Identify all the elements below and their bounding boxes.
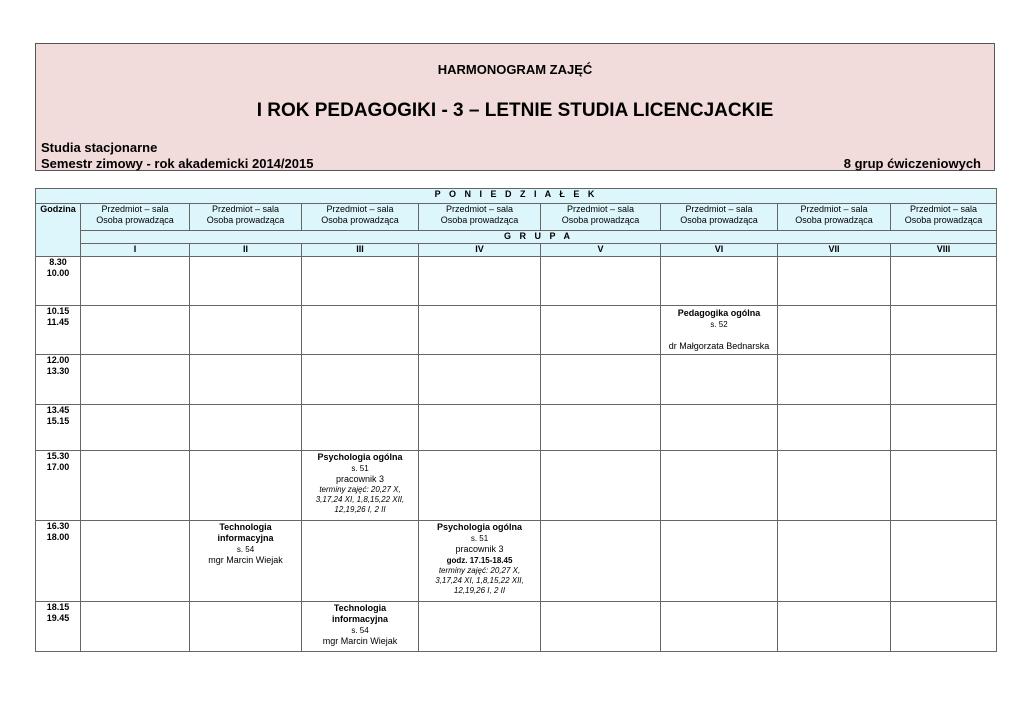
time-slot: 12.00 13.30 (36, 355, 81, 405)
schedule-cell (302, 306, 419, 355)
group-number: IV (419, 244, 541, 257)
class-hours: godz. 17.15-18.45 (446, 556, 513, 565)
schedule-cell (302, 521, 419, 602)
schedule-cell (778, 405, 891, 451)
class-teacher: pracownik 3 (335, 474, 385, 484)
schedule-cell (541, 257, 661, 306)
group-number: III (302, 244, 419, 257)
group-number: II (190, 244, 302, 257)
schedule-cell (891, 257, 997, 306)
class-room: s. 54 (351, 626, 369, 635)
group-number: VIII (891, 244, 997, 257)
schedule-cell (81, 306, 190, 355)
schedule-cell (419, 405, 541, 451)
schedule-cell (302, 405, 419, 451)
schedule-cell (891, 355, 997, 405)
col-header: Przedmiot – sala Osoba prowadząca (778, 204, 891, 231)
schedule-cell (419, 602, 541, 652)
class-room: s. 51 (351, 464, 369, 473)
schedule-table (35, 188, 997, 652)
schedule-cell (778, 451, 891, 521)
time-slot: 15.30 17.00 (36, 451, 81, 521)
schedule-cell (81, 355, 190, 405)
class-terms: 12,19,26 I, 2 II (453, 586, 506, 595)
schedule-cell (541, 521, 661, 602)
schedule-cell (190, 602, 302, 652)
schedule-cell (419, 306, 541, 355)
schedule-cell (661, 521, 778, 602)
group-number: I (81, 244, 190, 257)
class-terms: 3,17,24 XI, 1,8,15,22 XII, (435, 576, 524, 585)
class-room: s. 52 (710, 320, 728, 329)
group-header: G R U P A (81, 231, 997, 244)
schedule-cell (778, 521, 891, 602)
schedule-cell (419, 451, 541, 521)
schedule-cell (891, 602, 997, 652)
group-number: V (541, 244, 661, 257)
schedule-cell (778, 257, 891, 306)
schedule-cell (81, 521, 190, 602)
day-header: P O N I E D Z I A Ł E K (36, 189, 997, 204)
class-cell (302, 451, 419, 521)
hour-header: Godzina (36, 204, 81, 257)
schedule-cell (541, 306, 661, 355)
class-subject: Pedagogika ogólna (677, 308, 761, 318)
schedule-cell (891, 405, 997, 451)
class-terms: 12,19,26 I, 2 II (334, 505, 386, 514)
schedule-cell (778, 602, 891, 652)
group-number: VI (661, 244, 778, 257)
schedule-cell (661, 257, 778, 306)
schedule-cell (302, 257, 419, 306)
class-cell (419, 521, 541, 602)
study-type: Studia stacjonarne (41, 140, 158, 155)
schedule-cell (190, 257, 302, 306)
class-subject: Technologia (333, 603, 387, 613)
schedule-cell (891, 451, 997, 521)
class-room: s. 51 (470, 534, 489, 543)
schedule-cell (778, 306, 891, 355)
group-number: VII (778, 244, 891, 257)
schedule-cell (419, 257, 541, 306)
class-cell (661, 306, 778, 355)
class-cell (302, 602, 419, 652)
time-slot: 10.15 11.45 (36, 306, 81, 355)
class-teacher: dr Małgorzata Bednarska (668, 341, 770, 351)
schedule-cell (190, 355, 302, 405)
col-header: Przedmiot – sala Osoba prowadząca (81, 204, 190, 231)
schedule-cell (190, 451, 302, 521)
schedule-cell (661, 451, 778, 521)
class-terms: terminy zajęć: 20,27 X, (438, 566, 521, 575)
class-subject: Psychologia ogólna (436, 522, 522, 532)
col-header: Przedmiot – sala Osoba prowadząca (302, 204, 419, 231)
schedule-cell (190, 306, 302, 355)
class-subject: informacyjna (331, 614, 389, 624)
time-slot: 16.30 18.00 (36, 521, 81, 602)
schedule-cell (661, 355, 778, 405)
program-title: I ROK PEDAGOGIKI - 3 – LETNIE STUDIA LICENCJACKIE (256, 100, 774, 121)
semester-label: Semestr zimowy - rok akademicki 2014/2015 (41, 156, 314, 171)
class-subject: informacyjna (217, 533, 274, 543)
schedule-cell (81, 405, 190, 451)
col-header: Przedmiot – sala Osoba prowadząca (891, 204, 997, 231)
schedule-cell (661, 405, 778, 451)
groups-count: 8 grup ćwiczeniowych (843, 156, 981, 171)
class-room: s. 54 (236, 545, 255, 554)
schedule-cell (661, 602, 778, 652)
class-subject: Psychologia ogólna (317, 452, 403, 462)
schedule-cell (891, 306, 997, 355)
schedule-cell (419, 355, 541, 405)
class-terms: 3,17,24 XI, 1,8,15,22 XII, (315, 495, 405, 504)
schedule-title: HARMONOGRAM ZAJĘĆ (437, 62, 593, 77)
schedule-cell (778, 355, 891, 405)
header-box (35, 43, 995, 171)
schedule-cell (81, 602, 190, 652)
col-header: Przedmiot – sala Osoba prowadząca (419, 204, 541, 231)
schedule-cell (81, 257, 190, 306)
schedule-cell (81, 451, 190, 521)
class-cell (190, 521, 302, 602)
time-slot: 13.45 15.15 (36, 405, 81, 451)
schedule-cell (541, 355, 661, 405)
col-header: Przedmiot – sala Osoba prowadząca (541, 204, 661, 231)
schedule-cell (541, 451, 661, 521)
class-teacher: mgr Marcin Wiejak (208, 555, 283, 565)
schedule-cell (541, 602, 661, 652)
schedule-cell (302, 355, 419, 405)
time-slot: 8.30 10.00 (36, 257, 81, 306)
schedule-cell (891, 521, 997, 602)
class-terms: terminy zajęć: 20,27 X, (319, 485, 401, 494)
schedule-cell (541, 405, 661, 451)
schedule-cell (190, 405, 302, 451)
class-subject: Technologia (219, 522, 272, 532)
time-slot: 18.15 19.45 (36, 602, 81, 652)
col-header: Przedmiot – sala Osoba prowadząca (190, 204, 302, 231)
class-teacher: pracownik 3 (455, 544, 504, 554)
class-teacher: mgr Marcin Wiejak (322, 636, 398, 646)
col-header: Przedmiot – sala Osoba prowadząca (661, 204, 778, 231)
